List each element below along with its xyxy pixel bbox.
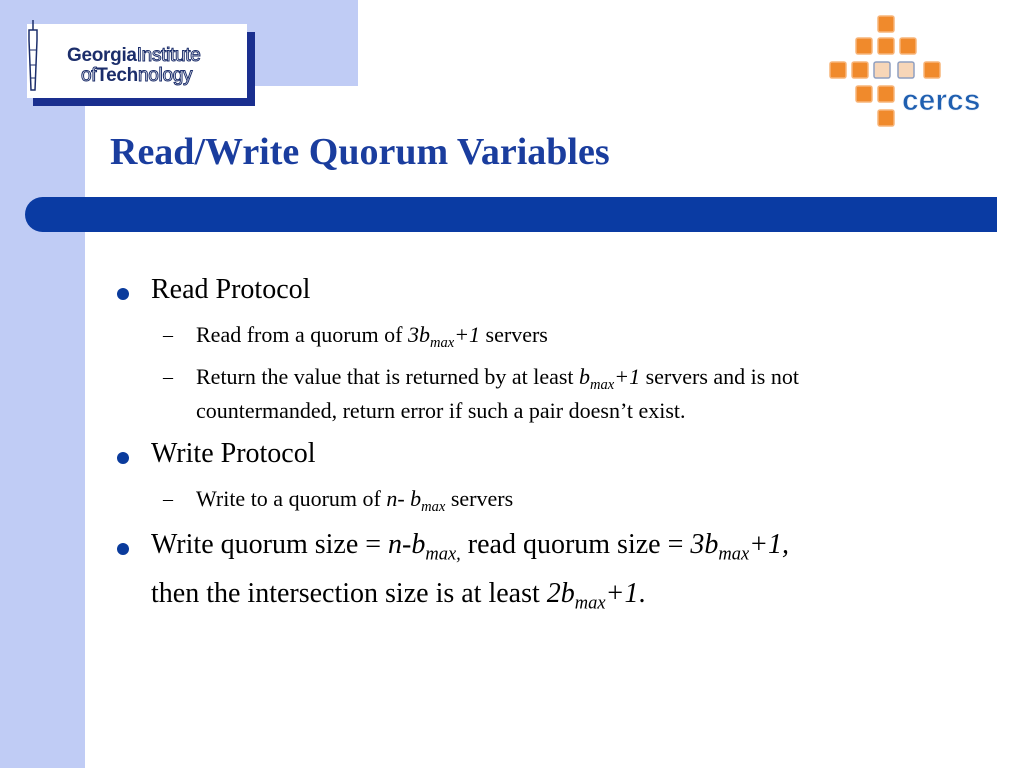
read-sub-2 bbox=[196, 364, 799, 394]
slide-title: Read/Write Quorum Variables bbox=[110, 131, 610, 173]
read-sub-1 bbox=[196, 322, 548, 352]
text: . bbox=[638, 578, 646, 609]
quorum-size-line1 bbox=[151, 529, 790, 564]
math: +1 bbox=[454, 322, 481, 347]
logo-nology: nology bbox=[138, 65, 193, 86]
cercs-logo-text: cercs bbox=[902, 84, 981, 117]
read-sub-2-line2: countermanded, return error if such a pair doesn’t exist. bbox=[196, 398, 686, 423]
math-sub: max bbox=[574, 592, 606, 613]
dash-marker: – bbox=[163, 488, 173, 510]
text: servers bbox=[445, 486, 514, 511]
dash-marker: – bbox=[163, 366, 173, 388]
math: 2b bbox=[546, 578, 575, 609]
math: +1, bbox=[749, 529, 790, 560]
text: Return the value that is returned by at least bbox=[196, 364, 580, 389]
bullet-dot bbox=[117, 543, 129, 555]
text: Write quorum size = bbox=[151, 529, 389, 560]
dash-marker: – bbox=[163, 324, 173, 346]
read-protocol-heading: Read Protocol bbox=[151, 274, 311, 305]
text: then the intersection size is at least bbox=[151, 578, 547, 609]
write-protocol-heading: Write Protocol bbox=[151, 438, 316, 469]
math: 3b bbox=[690, 529, 719, 560]
logo-tech: Tech bbox=[96, 65, 138, 86]
math: +1 bbox=[605, 578, 639, 609]
write-sub-1 bbox=[196, 486, 514, 516]
text: servers bbox=[480, 322, 548, 347]
math: b bbox=[579, 364, 591, 389]
math: n- b bbox=[386, 486, 422, 511]
quorum-size-line2 bbox=[151, 578, 646, 613]
math-sub: max, bbox=[425, 543, 461, 564]
text: Read from a quorum of bbox=[196, 322, 408, 347]
text: servers and is not bbox=[640, 364, 799, 389]
bullet-dot bbox=[117, 288, 129, 300]
math-sub: max bbox=[590, 377, 615, 394]
math: 3b bbox=[408, 322, 430, 347]
logo-of: of bbox=[81, 65, 97, 86]
bullet-dot bbox=[117, 452, 129, 464]
text: read quorum size = bbox=[460, 529, 691, 560]
math-sub: max bbox=[718, 543, 750, 564]
math-sub: max bbox=[421, 499, 446, 516]
math-sub: max bbox=[430, 335, 455, 352]
logo-institute: Institute bbox=[136, 45, 201, 66]
text: Write to a quorum of bbox=[196, 486, 387, 511]
math: +1 bbox=[614, 364, 641, 389]
math: n-b bbox=[388, 529, 426, 560]
logo-georgia: Georgia bbox=[67, 45, 137, 66]
